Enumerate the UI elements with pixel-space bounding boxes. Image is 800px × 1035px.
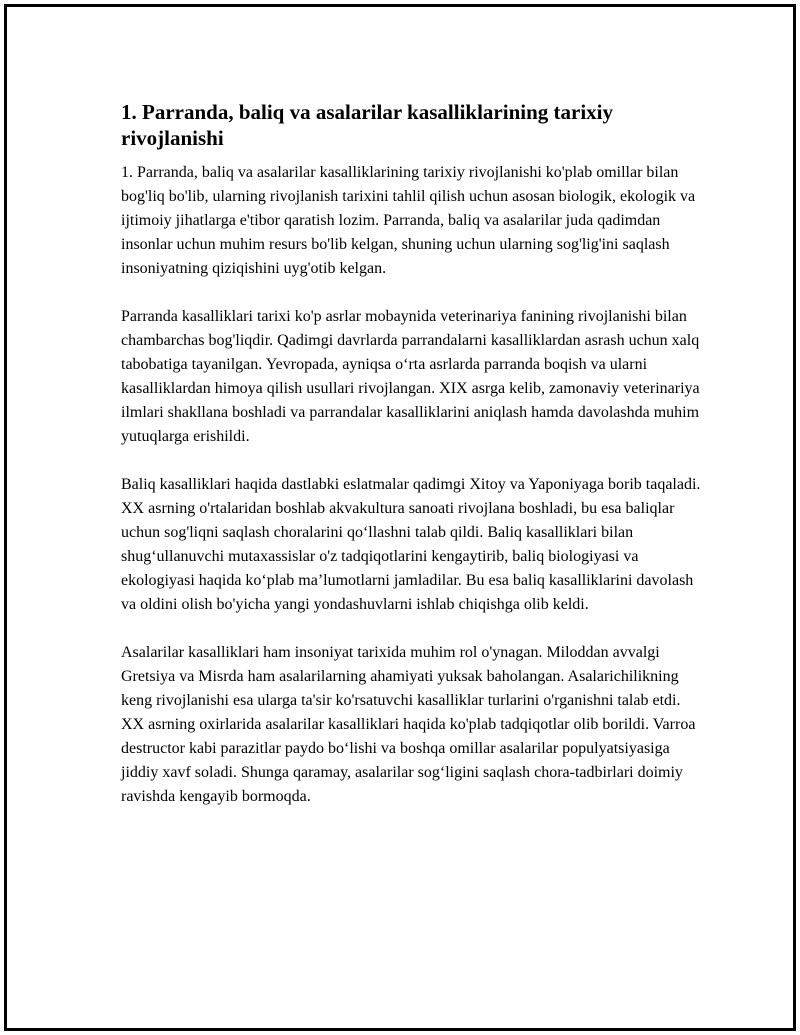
paragraph-fish: Baliq kasalliklari haqida dastlabki eslatmalar qadimgi Xitoy va Yaponiyaga borib taqaladi. XX asrning o'rtalaridan boshlab akvakultura sanoati rivojlana boshladi, bu esa baliqlar uchun sog'liqni saqlash choralarini qo‘llashni talab qildi. Baliq kasalliklari bilan shug‘ullanuvchi mutaxassislar o'z tadqiqotlarini kengaytirib, baliq biologiyasi va ekologiyasi haqida ko‘plab ma’lumotlarni jamladilar. Bu esa baliq kasalliklarini davolash va oldini olish bo'yicha yangi yondashuvlarni ishlab chiqishga olib keldi. [121,476,701,613]
paragraph-bees: Asalarilar kasalliklari ham insoniyat tarixida muhim rol o'ynagan. Miloddan avvalgi Gretsiya va Misrda ham asalarilarning ahamiyati yuksak baholangan. Asalarichilikning keng rivojlanishi esa ularga ta'sir ko'rsatuvchi kasalliklar turlarini o'rganishni talab etdi. XX asrning oxirlarida asalarilar kasalliklari haqida ko'plab tadqiqotlar olib borildi. Varroa destructor kabi parazitlar paydo bo‘lishi va boshqa omillar asalarilar populyatsiyasiga jiddiy xavf soladi. Shunga qaramay, asalarilar sog‘ligini saqlash chora-tadbirlari doimiy ravishda kengayib bormoqda. [121,644,696,805]
document-body [121,99,701,833]
page-frame [4,4,796,1031]
paragraph-poultry: Parranda kasalliklari tarixi ko'p asrlar mobaynida veterinariya fanining rivojlanishi bilan chambarchas bog'liqdir. Qadimgi davrlarda parrandalarni kasalliklardan asrash uchun xalq tabobatiga tayanilgan. Yevropada, ayniqsa o‘rta asrlarda parranda boqish va ularni kasalliklardan himoya qilish usullari rivojlangan. XIX asrga kelib, zamonaviy veterinariya ilmlari shakllana boshladi va parrandalar kasalliklarini aniqlash hamda davolashda muhim yutuqlarga erishildi. [121,308,700,445]
document-heading: 1. Parranda, baliq va asalarilar kasalliklarining tarixiy rivojlanishi [121,100,613,150]
paragraph-intro: 1. Parranda, baliq va asalarilar kasalliklarining tarixiy rivojlanishi ko'plab omillar bilan bog'liq bo'lib, ularning rivojlanish tarixini tahlil qilish uchun asosan biologik, ekologik va ijtimoiy jihatlarga e'tibor qaratish lozim. Parranda, baliq va asalarilar juda qadimdan insonlar uchun muhim resurs bo'lib kelgan, shuning uchun ularning sog'lig'ini saqlash insoniyatning qiziqishini uyg'otib kelgan. [121,164,696,277]
